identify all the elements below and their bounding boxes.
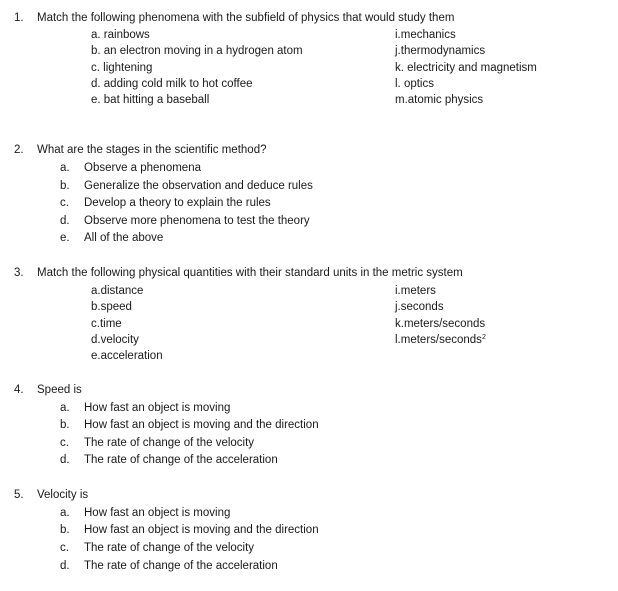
q3-right-item-text: l.meters/seconds — [395, 334, 482, 346]
q3-left-item: e.acceleration — [91, 350, 163, 362]
q1-left-item: b. an electron moving in a hydrogen atom — [91, 45, 303, 57]
q2-option-text: Observe more phenomena to test the theory — [84, 215, 310, 227]
q3-right-item: k.meters/seconds — [395, 318, 486, 330]
q1-right-item: l. optics — [395, 78, 434, 90]
q3-left-item: b.speed — [91, 301, 132, 313]
q4-option-letter: c. — [60, 437, 69, 449]
q4-option-letter: d. — [60, 454, 70, 466]
q2-text: What are the stages in the scientific method? — [37, 144, 267, 156]
q2-option-text: Develop a theory to explain the rules — [84, 197, 271, 209]
q3-right-item: i.meters — [395, 285, 436, 297]
q1-right-item: k. electricity and magnetism — [395, 62, 537, 74]
q1-right-item: m.atomic physics — [395, 94, 484, 106]
q2-option-letter: d. — [60, 215, 70, 227]
q2-option-text: Generalize the observation and deduce rules — [84, 180, 313, 192]
q5-option-letter: b. — [60, 524, 70, 536]
superscript-exponent: 2 — [481, 334, 486, 341]
q1-right-item: i.mechanics — [395, 29, 456, 41]
q3-right-item-squared — [395, 333, 486, 347]
q2-option-letter: c. — [60, 197, 69, 209]
q2-option-letter: b. — [60, 180, 70, 192]
q2-option-text: Observe a phenomena — [84, 162, 201, 174]
q3-number: 3. — [14, 267, 24, 279]
q3-right-item: j.seconds — [395, 301, 444, 313]
q5-option-text: How fast an object is moving — [84, 507, 231, 519]
q5-option-text: How fast an object is moving and the direction — [84, 524, 319, 536]
q1-right-item: j.thermodynamics — [395, 45, 486, 57]
q2-option-letter: a. — [60, 162, 70, 174]
q2-number: 2. — [14, 144, 24, 156]
q5-text: Velocity is — [37, 489, 89, 501]
q5-number: 5. — [14, 489, 24, 501]
q1-left-item: c. lightening — [91, 62, 153, 74]
q4-number: 4. — [14, 384, 24, 396]
q5-option-letter: c. — [60, 542, 69, 554]
q1-number: 1. — [14, 12, 24, 24]
q2-option-letter: e. — [60, 232, 70, 244]
q4-option-text: The rate of change of the acceleration — [84, 454, 278, 466]
q5-option-letter: a. — [60, 507, 70, 519]
q1-left-item: e. bat hitting a baseball — [91, 94, 210, 106]
q4-text: Speed is — [37, 384, 82, 396]
q4-option-text: How fast an object is moving — [84, 402, 231, 414]
q1-text: Match the following phenomena with the subfield of physics that would study them — [37, 12, 455, 24]
q4-option-letter: a. — [60, 402, 70, 414]
q3-left-item: d.velocity — [91, 334, 139, 346]
q3-left-item: c.time — [91, 318, 122, 330]
q4-option-text: How fast an object is moving and the direction — [84, 419, 319, 431]
q4-option-text: The rate of change of the velocity — [84, 437, 255, 449]
q5-option-text: The rate of change of the velocity — [84, 542, 255, 554]
q3-text: Match the following physical quantities with their standard units in the metric system — [37, 267, 463, 279]
q1-left-item: d. adding cold milk to hot coffee — [91, 78, 253, 90]
q1-left-item: a. rainbows — [91, 29, 150, 41]
q4-option-letter: b. — [60, 419, 70, 431]
q5-option-letter: d. — [60, 560, 70, 572]
q5-option-text: The rate of change of the acceleration — [84, 560, 278, 572]
q2-option-text: All of the above — [84, 232, 164, 244]
q3-left-item: a.distance — [91, 285, 144, 297]
